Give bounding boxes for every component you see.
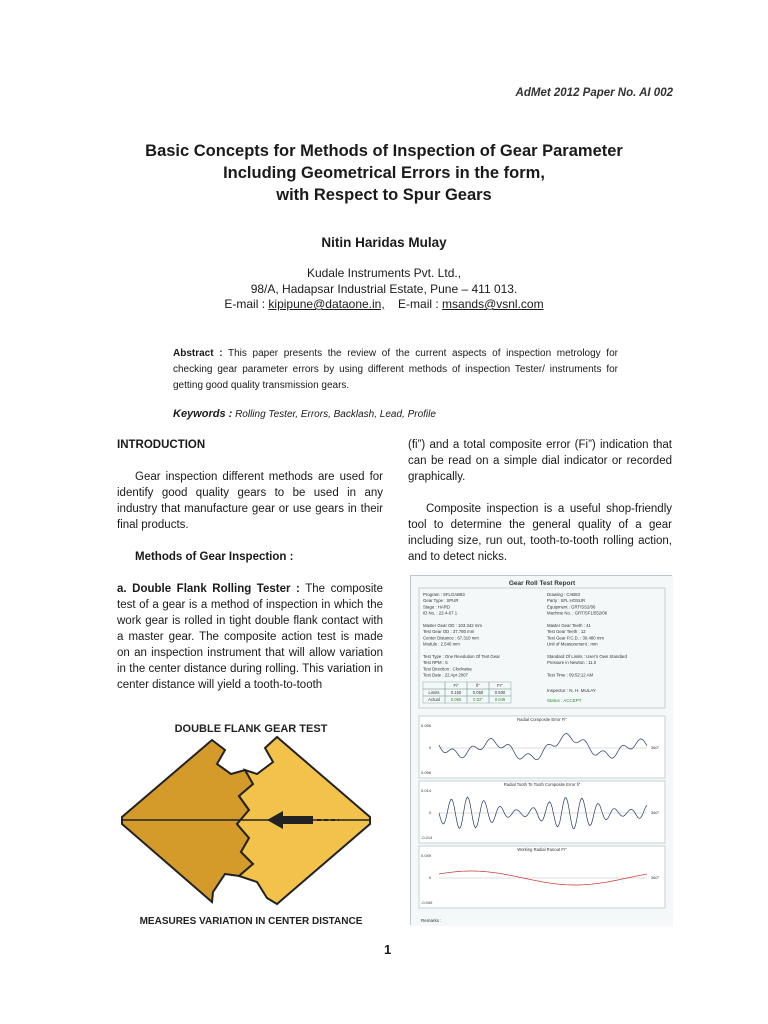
report-info-left-line: Master Gear OD : 103.342 mm [423,623,482,628]
abstract-label: Abstract : [173,348,223,359]
methods-heading: Methods of Gear Inspection : [135,551,294,563]
report-info-right-line: Drawing : CAB83 [547,592,580,597]
subsection-label: a. Double Flank Rolling Tester : [117,583,300,595]
right-paragraph-2: Composite inspection is a useful shop-friendly tool to determine the general quality of a gear including size, run out, tooth-to-tooth rolling action, and to detect nicks. [408,503,672,563]
author-name: Nitin Haridas Mulay [321,235,447,250]
report-chart-xlabel: 360° [651,810,660,815]
report-chart-box [419,846,665,908]
report-info-left-line: Test RPM : 5 [423,660,448,666]
report-info-left-line: Gear Type : SPUR [423,598,459,604]
report-charts [419,716,665,908]
report-info-left-line: Module : 2.540 mm [423,641,460,647]
report-chart-ymid: 0 [429,745,432,750]
limits-table-text: 0.049 [494,697,506,702]
report-chart-ymin: -0.014 [421,835,433,840]
report-info-left-line: Test Date : 22 Apr 2007 [423,672,468,678]
report-status: Status : ACCEPT [547,698,582,703]
limits-table-text: 0.500 [494,690,506,695]
affiliation [84,266,684,313]
report-info-right-line: Master Gear Teeth : 41 [547,623,591,628]
abstract [173,346,618,394]
report-info-left-line: Test Direction : Clockwise [423,666,472,672]
report-info-left-line: Test Type : One Revolution Of Test Gear [423,654,500,659]
report-chart-xlabel: 360° [651,745,660,750]
report-chart-title: Working Radial Runout Fr" [517,847,567,852]
paper-reference: AdMet 2012 Paper No. AI 002 [515,87,673,99]
double-flank-figure [117,712,375,932]
limits-table-text: 0.150 [450,690,462,695]
report-info-left-line: Stage : HARD [423,604,450,610]
email-line [84,297,684,313]
report-info-left-line: Program : SFLGAB83 [423,592,465,597]
title-line-3: with Respect to Spur Gears [276,186,492,204]
report-info-right-line: Test Gear P.C.D. : 30.480 mm [547,635,604,641]
double-flank-paragraph [117,581,383,693]
report-remarks: Remarks : [421,918,442,923]
gear-roll-report-figure [410,575,672,925]
limits-table-text: 0.050 [472,690,484,695]
company-address: 98/A, Hadapsar Industrial Estate, Pune – 411 013. [250,281,518,296]
report-info-left-line: Test Gear OD : 37.780 mm [423,629,475,635]
title-line-1: Basic Concepts for Methods of Inspection of Gear Parameter [145,142,623,160]
work-gear-shape [122,740,253,902]
keywords-label: Keywords : [173,408,233,420]
email-link-2[interactable]: msands@vsnl.com [442,297,544,311]
report-chart-ymin: -0.049 [421,900,433,905]
email-link-1[interactable]: kipipune@dataone.in, [268,297,385,311]
abstract-text: This paper presents the review of the current aspects of inspection metrology for checking gear parameter errors by using different methods of inspection Tester/ instruments for getting good quality transmission gears. [173,348,618,391]
report-inspector: Inspector : N. H. MULAY [547,688,596,693]
double-flank-illustration [117,712,375,932]
limits-table-text: Limits [428,690,440,695]
title-line-2: Including Geometrical Errors in the form, [223,164,545,182]
report-info-right-line: Machine No. : GRT/SF1/552/06 [547,610,608,616]
keywords [173,408,436,420]
email-label-1: E-mail : [224,297,269,311]
limits-table-text: Fi" [453,683,459,688]
report-info-right-line: Equipment : GRT/SS2/06 [547,604,596,610]
report-illustration [411,576,673,926]
report-info-right-line: Unit of Measurement : mm [547,641,598,647]
report-info-right-line: Standard Of Limits : User's Own Standard [547,654,627,659]
report-chart-ymax: 0.049 [421,853,432,858]
limits-table-text: 0.02" [473,697,483,702]
report-chart-ymin: 0.056 [421,770,432,775]
report-chart-title: Radial Composite Error Fi" [517,717,567,722]
subsection-text: The composite test of a gear is a method of inspection in which the work gear is rolled in tight double flank contact with a master gear. The composite action test is made on an inspection instrument that will allow variation in the center distance during rolling. This variation in center distance will yield a tooth-to-tooth [117,583,383,691]
company-name: Kudale Instruments Pvt. Ltd., [306,266,462,280]
figure-title: DOUBLE FLANK GEAR TEST [174,723,328,735]
paper-title [84,140,684,206]
report-chart-ymax: 0.014 [421,788,432,793]
report-chart-ymid: 0 [429,875,432,880]
keywords-text: Rolling Tester, Errors, Backlash, Lead, Profile [232,409,436,420]
intro-paragraph: Gear inspection different methods are used for identify good quality gears to be used in any industry that manufacture gear or use gears in their final products. [117,471,383,531]
right-paragraph-1: (fi”) and a total composite error (Fi”) indication that can be read on a simple dial indicator or recorded graphically. [408,439,672,483]
report-title: Gear Roll Test Report [508,580,576,587]
section-heading-introduction: INTRODUCTION [117,439,206,451]
report-info-right-line: Test Time : 09:52:12 AM [547,672,594,678]
report-info-left-line: Center Distance : 67.310 mm [423,635,479,641]
report-chart-ymax: 0.056 [421,723,432,728]
limits-table-text: 0.050 [450,697,462,702]
report-info-left-line: ID No. : 22-4-07 1 [423,610,458,616]
limits-table-text: Actual [428,697,440,702]
page-number: 1 [384,942,392,957]
report-chart-xlabel: 360° [651,875,660,880]
figure-caption: MEASURES VARIATION IN CENTER DISTANCE [139,916,363,927]
email-label-2: E-mail : [398,297,443,311]
report-info-right-line: Pressure in Newton : 11.0 [547,660,597,666]
report-chart-ymid: 0 [429,810,432,815]
limits-table-text: Fr" [497,683,503,688]
limits-table-text: fi" [476,683,480,688]
report-info-right-line: Test Gear Teeth : 12 [547,629,586,635]
right-column [408,437,672,581]
report-chart-box [419,716,665,778]
report-chart-title: Radial Tooth To Tooth Composite Error fi" [503,782,581,787]
report-info-right-line: Party : SFL HOSUR [547,598,586,604]
left-column [117,437,383,709]
